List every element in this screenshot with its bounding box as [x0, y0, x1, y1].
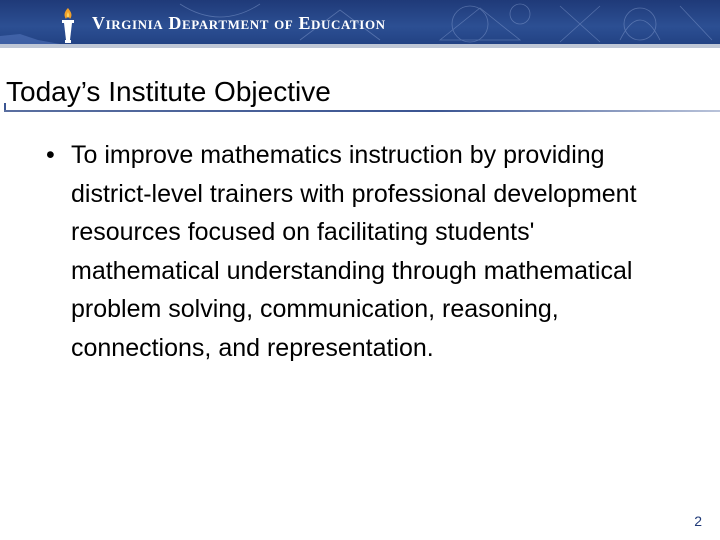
bullet-marker: • [46, 141, 55, 169]
title-underline [4, 110, 720, 112]
header-banner [0, 0, 720, 48]
slide-title: Today’s Institute Objective [6, 76, 331, 107]
bullet-text: To improve mathematics instruction by providing district-level trainers with professional development resources focused on facilitating students' mathematical understanding through mathematical problem solving, communication, reasoning, connections, and representation. [71, 141, 637, 362]
bullet-item [46, 136, 686, 367]
banner-divider [0, 44, 720, 48]
torch-logo-icon [56, 6, 80, 44]
page-number: 2 [694, 513, 702, 529]
agency-name: Virginia Department of Education [92, 13, 386, 33]
